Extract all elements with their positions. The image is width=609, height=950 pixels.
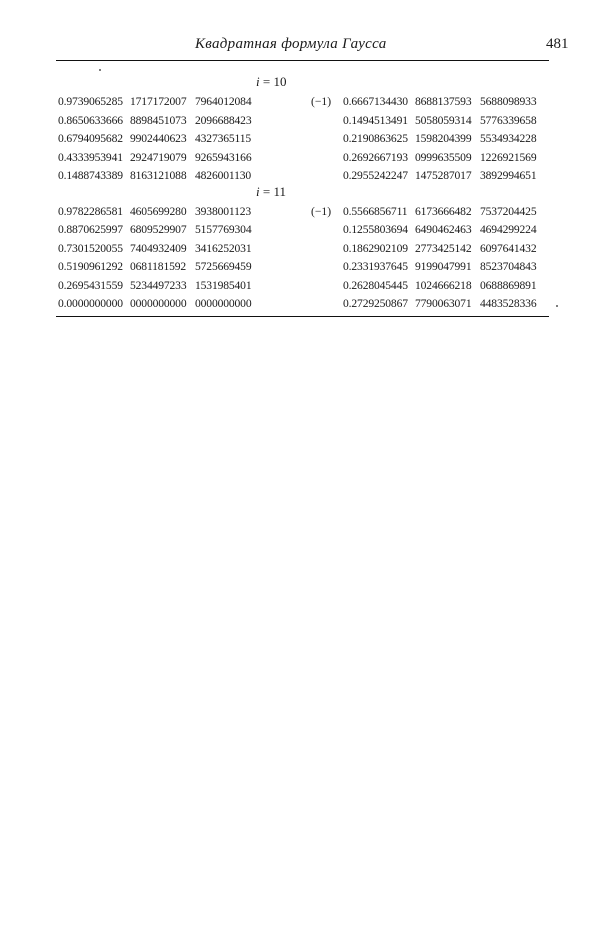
digit-group: 0000000000 [130,297,187,310]
weight-row [343,242,542,255]
digit-group: 6809529907 [130,223,187,237]
digit-group: 4694299224 [480,223,537,237]
digit-group: 0.2729250867 [343,297,408,310]
digit-group: 0.1494513491 [343,113,408,127]
digit-group: 4605699280 [130,205,187,218]
table-bottom-rule [56,316,549,317]
node-row [58,205,257,218]
digit-group: 7790063071 [415,297,472,310]
digit-group: 5058059314 [415,113,472,127]
weight-row [343,114,542,127]
digit-group: 1024666218 [415,278,472,292]
scale-factor: (−1) [311,95,332,108]
print-speck [556,305,558,307]
digit-group: 0.8650633666 [58,113,123,127]
digit-group: 0.5566856711 [343,205,408,218]
node-row [58,279,257,292]
digit-group: 5534934228 [480,132,537,146]
digit-group: 0.1488743389 [58,169,123,183]
digit-group: 8523704843 [480,260,537,274]
digit-group: 1226921569 [480,150,537,164]
digit-group: 7404932409 [130,241,187,255]
digit-group: 7964012084 [195,95,252,108]
digit-group: 5688098933 [480,95,537,108]
digit-group: 8688137593 [415,95,472,108]
digit-group: 0.4333953941 [58,150,123,164]
node-row [58,223,257,236]
digit-group: 1531985401 [195,278,252,292]
digit-group: 0681181592 [130,260,187,274]
digit-group: 4826001130 [195,169,252,183]
digit-group: 0.5190961292 [58,260,123,274]
digit-group: 8898451073 [130,113,187,127]
case-label [256,184,286,200]
node-row [58,242,257,255]
weight-row [343,151,542,164]
node-row [58,297,257,310]
digit-group: 4327365115 [195,132,252,146]
weight-row [343,223,542,236]
digit-group: 0.6794095682 [58,132,123,146]
header-rule [56,60,549,61]
node-row [58,132,257,145]
digit-group: 0.9782286581 [58,205,123,218]
digit-group: 2924719079 [130,150,187,164]
running-header-title: Квадратная формула Гаусса [195,36,387,52]
digit-group: 7537204425 [480,205,537,218]
digit-group: 0.2628045445 [343,278,408,292]
print-speck [99,69,101,71]
digit-group: 1598204399 [415,132,472,146]
digit-group: 0.0000000000 [58,297,123,310]
digit-group: 0000000000 [195,297,252,310]
digit-group: 0688869891 [480,278,537,292]
case-variable: i [256,74,260,89]
digit-group: 0.2331937645 [343,260,408,274]
digit-group: 9902440623 [130,132,187,146]
digit-group: 2096688423 [195,113,252,127]
digit-group: 1717172007 [130,95,187,108]
case-value: = 11 [259,184,286,199]
weight-row [343,279,542,292]
digit-group: 3938001123 [195,205,252,218]
digit-group: 0.2692667193 [343,150,408,164]
digit-group: 5776339658 [480,113,537,127]
digit-group: 0.7301520055 [58,241,123,255]
case-variable: i [256,184,260,199]
digit-group: 4483528336 [480,297,537,310]
digit-group: 6173666482 [415,205,472,218]
page-number: 481 [546,36,569,52]
digit-group: 0.6667134430 [343,95,408,108]
scale-factor: (−1) [311,205,332,218]
digit-group: 0999635509 [415,150,472,164]
node-row [58,169,257,182]
digit-group: 0.2190863625 [343,132,408,146]
weight-row [343,205,542,218]
node-row [58,151,257,164]
weight-row [343,95,542,108]
digit-group: 0.9739065285 [58,95,123,108]
digit-group: 6490462463 [415,223,472,237]
digit-group: 5157769304 [195,223,252,237]
digit-group: 0.1255803694 [343,223,408,237]
digit-group: 0.2955242247 [343,169,408,183]
weight-row [343,169,542,182]
case-value: = 10 [259,74,287,89]
digit-group: 9265943166 [195,150,252,164]
node-row [58,95,257,108]
digit-group: 3416252031 [195,241,252,255]
node-row [58,114,257,127]
weight-row [343,132,542,145]
digit-group: 0.8870625997 [58,223,123,237]
digit-group: 3892994651 [480,169,537,183]
digit-group: 6097641432 [480,241,537,255]
digit-group: 9199047991 [415,260,472,274]
digit-group: 1475287017 [415,169,472,183]
case-label [256,74,286,90]
digit-group: 0.2695431559 [58,278,123,292]
digit-group: 2773425142 [415,241,472,255]
weight-row [343,297,542,310]
digit-group: 5234497233 [130,278,187,292]
digit-group: 8163121088 [130,169,187,183]
weight-row [343,260,542,273]
digit-group: 0.1862902109 [343,241,408,255]
node-row [58,260,257,273]
digit-group: 5725669459 [195,260,252,274]
